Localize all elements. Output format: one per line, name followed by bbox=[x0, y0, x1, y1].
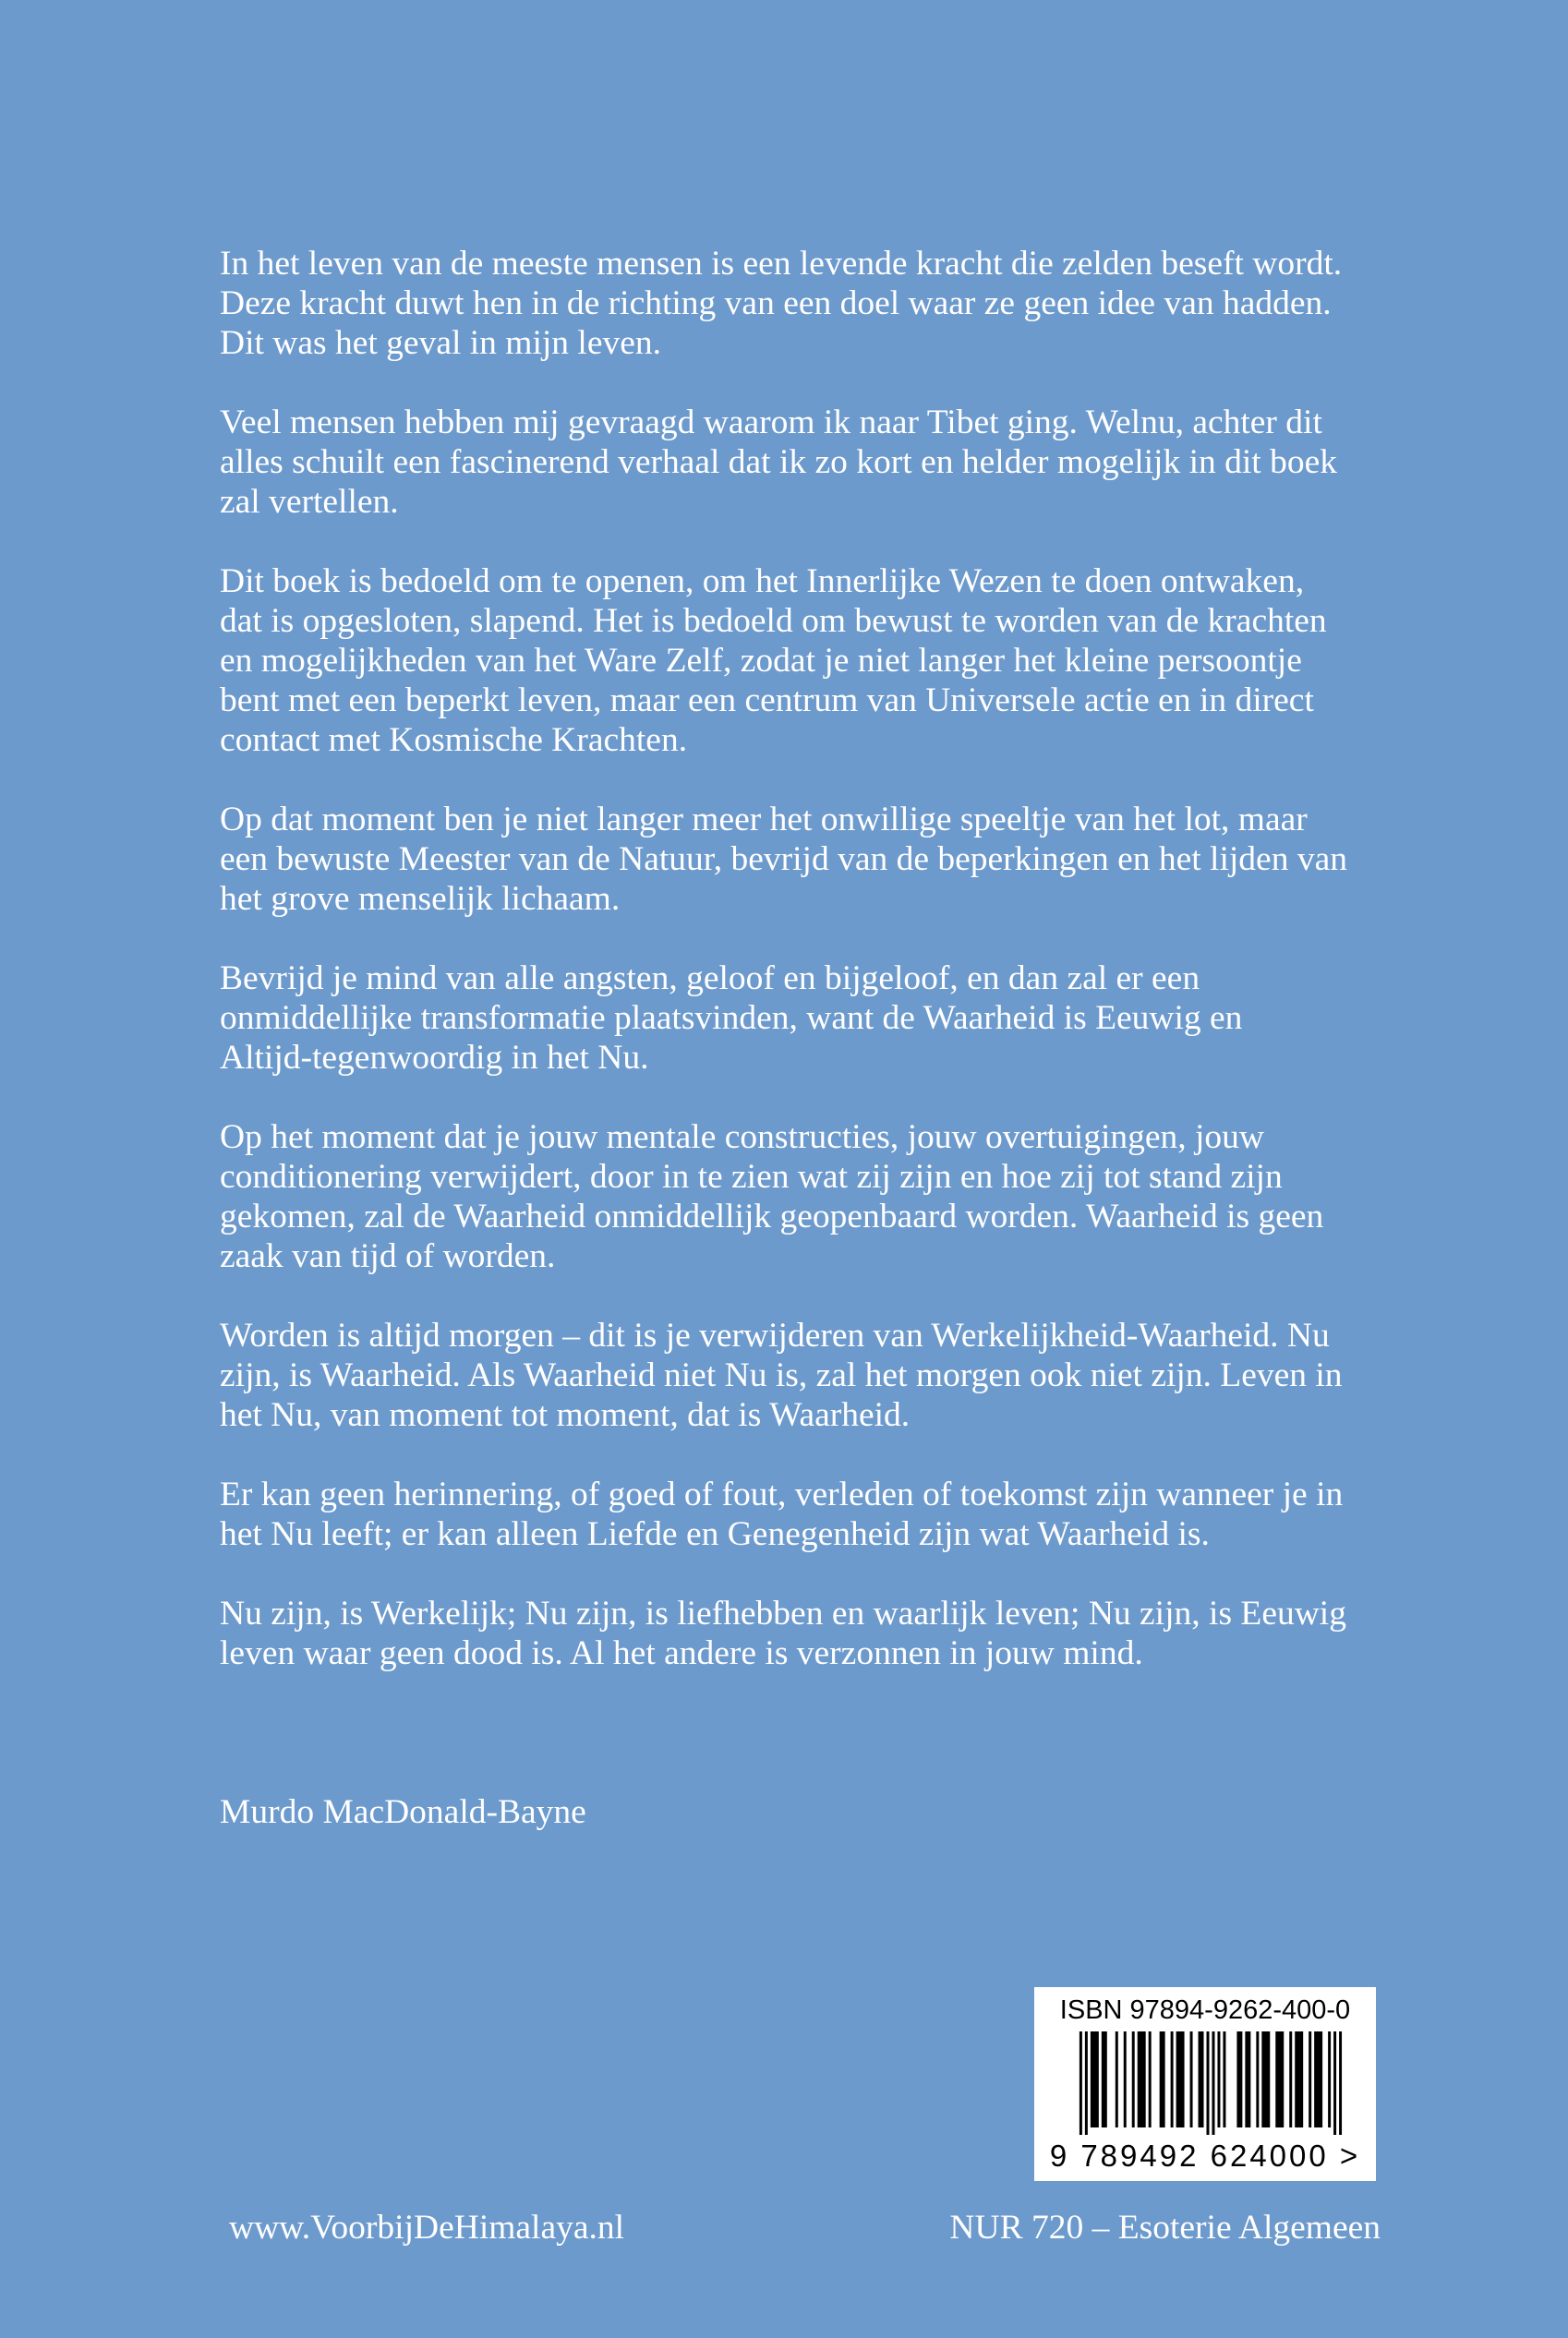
blurb-paragraph-2: Veel mensen hebben mij gevraagd waarom ik naar Tibet ging. Welnu, achter dit alles schuilt een fascinerend verhaal dat ik zo kort en helder mogelijk in dit boek zal vertellen. bbox=[220, 404, 1337, 521]
barcode-bar bbox=[1080, 2031, 1082, 2135]
barcode-bar bbox=[1289, 2031, 1292, 2127]
barcode-bar bbox=[1085, 2031, 1088, 2135]
nur-classification: NUR 720 – Esoterie Algemeen bbox=[949, 2209, 1381, 2247]
barcode-bar bbox=[1190, 2031, 1193, 2127]
blurb-paragraph-9: Nu zijn, is Werkelijk; Nu zijn, is liefhebben en waarlijk leven; Nu zijn, is Eeuwig leven waar geen dood is. Al het andere is verzonnen in jouw mind. bbox=[220, 1595, 1346, 1672]
barcode-bar bbox=[1314, 2031, 1322, 2127]
barcode-bar bbox=[1261, 2031, 1270, 2127]
barcode-bar bbox=[1333, 2031, 1336, 2135]
barcode-bar bbox=[1339, 2031, 1342, 2135]
barcode-bar bbox=[1102, 2031, 1107, 2127]
barcode-bar bbox=[1132, 2031, 1135, 2127]
barcode-bar bbox=[1275, 2031, 1284, 2127]
barcode-bar bbox=[1328, 2031, 1331, 2127]
barcode-bar bbox=[1295, 2031, 1303, 2127]
barcode-bar bbox=[1309, 2031, 1311, 2127]
blurb-paragraph-7: Worden is altijd morgen – dit is je verwijderen van Werkelijkheid-Waarheid. Nu zijn, is Waarheid. Als Waarheid niet Nu is, zal het morgen ook niet zijn. Leven in het Nu, van moment tot moment, dat is Waarheid. bbox=[220, 1317, 1343, 1434]
barcode-bar bbox=[1207, 2031, 1210, 2135]
barcode-bar bbox=[1212, 2031, 1214, 2135]
barcode-bar bbox=[1236, 2031, 1242, 2127]
blurb-paragraph-6: Op het moment dat je jouw mentale constructies, jouw overtuigingen, jouw conditionering verwijdert, door in te zien wat zij zijn en hoe zij tot stand zijn gekomen, zal de Waarheid onmiddellijk geopenbaard worden. Waarheid is geen zaak van tijd of worden. bbox=[220, 1118, 1324, 1275]
barcode-bar bbox=[1176, 2031, 1185, 2127]
barcode-bar bbox=[1160, 2031, 1165, 2127]
blurb-paragraph-1: In het leven van de meeste mensen is een levende kracht die zelden beseft wordt. Deze kracht duwt hen in de richting van een doel waar ze geen idee van hadden. Dit was het geval in mijn leven. bbox=[220, 245, 1343, 362]
blurb-paragraph-5: Bevrijd je mind van alle angsten, geloof en bijgeloof, en dan zal er een onmiddellijke transformatie plaatsvinden, want de Waarheid is Eeuwig en Altijd-tegenwoordig in het Nu. bbox=[220, 959, 1243, 1077]
isbn-barcode bbox=[1034, 1987, 1376, 2181]
blurb-paragraph-3: Dit boek is bedoeld om te openen, om het Innerlijke Wezen te doen ontwaken, dat is opgesloten, slapend. Het is bedoeld om bewust te worden van de krachten en mogelijkheden van het Ware Zelf, zodat je niet langer het kleine persoontje bent met een beperkt leven, maar een centrum van Universele actie en in direct contact met Kosmische Krachten. bbox=[220, 562, 1327, 759]
blurb-text bbox=[220, 244, 1385, 1713]
barcode-bars bbox=[1049, 2031, 1361, 2135]
barcode-bar bbox=[1124, 2031, 1127, 2127]
barcode-bar bbox=[1199, 2031, 1204, 2127]
barcode-bar bbox=[1116, 2031, 1118, 2127]
barcode-bar bbox=[1138, 2031, 1146, 2127]
barcode-bar bbox=[1256, 2031, 1259, 2127]
isbn-label: ISBN 97894-9262-400-0 bbox=[1059, 1995, 1351, 2025]
barcode-bar bbox=[1171, 2031, 1174, 2127]
website-link[interactable]: www.VoorbijDeHimalaya.nl bbox=[229, 2209, 625, 2247]
blurb-paragraph-4: Op dat moment ben je niet langer meer het onwillige speeltje van het lot, maar een bewuste Meester van de Natuur, bevrijd van de beperkingen en het lijden van het grove menselijk lichaam. bbox=[220, 801, 1347, 918]
barcode-digits: 9 789492 624000 > bbox=[1049, 2139, 1361, 2173]
barcode-bar bbox=[1149, 2031, 1152, 2127]
barcode-bar bbox=[1245, 2031, 1250, 2127]
author-name: Murdo MacDonald-Bayne bbox=[220, 1793, 586, 1831]
blurb-paragraph-8: Er kan geen herinnering, of goed of fout, verleden of toekomst zijn wanneer je in het Nu leeft; er kan alleen Liefde en Genegenheid zijn wat Waarheid is. bbox=[220, 1476, 1344, 1553]
barcode-bar bbox=[1091, 2031, 1099, 2127]
barcode-bar bbox=[1217, 2031, 1220, 2127]
barcode-bar bbox=[1223, 2031, 1225, 2127]
